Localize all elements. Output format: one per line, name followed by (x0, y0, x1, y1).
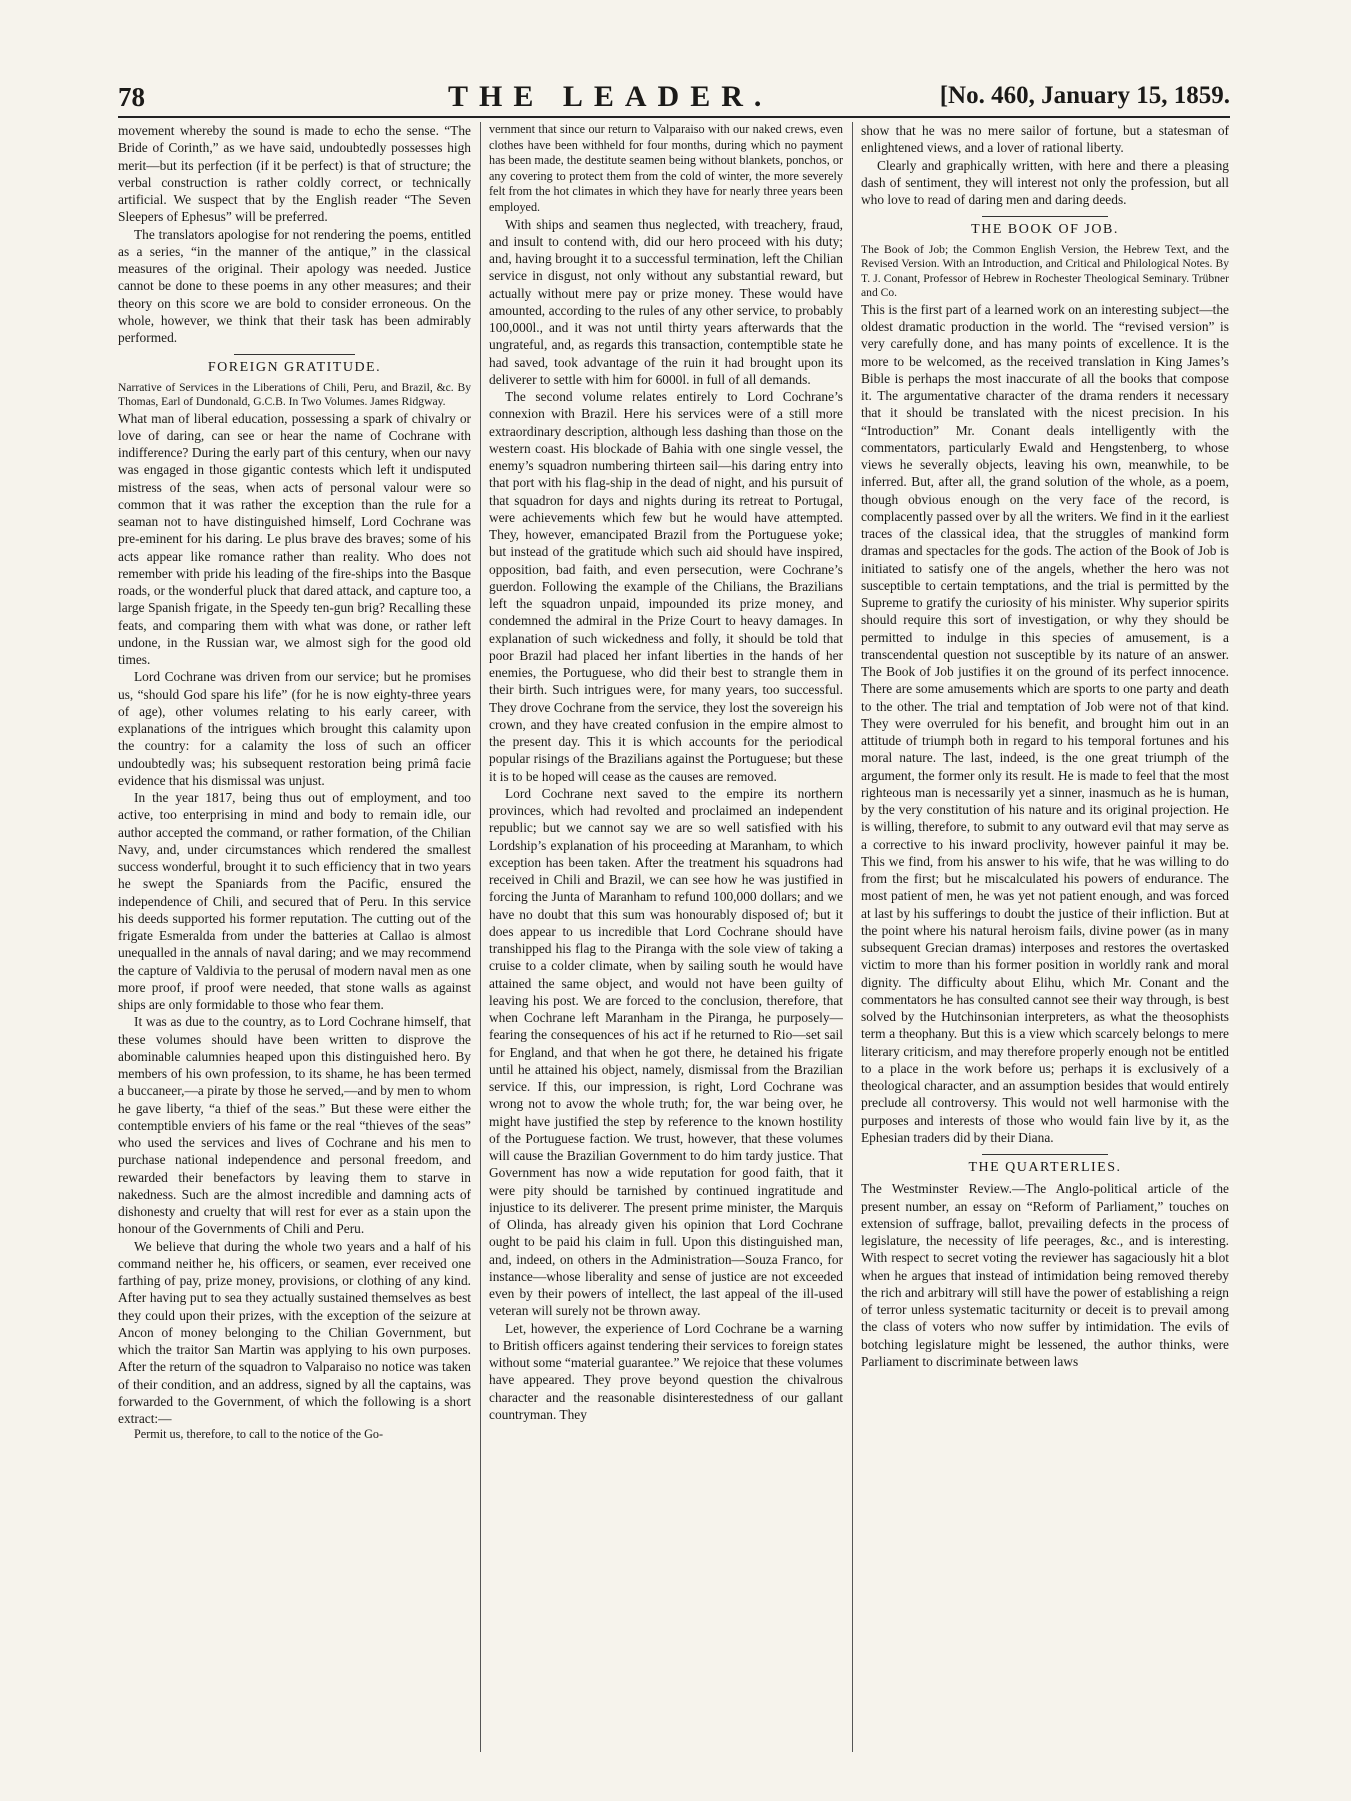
book-citation: Narrative of Services in the Liberations of Chili, Peru, and Brazil, &c. By Thomas, Earl of Dundonald, G.C.B. In Two Volumes. James Ridgway. (118, 380, 471, 409)
paragraph: The Westminster Review.—The Anglo-political article of the present number, an essay on “Reform of Parliament,” touches on extension of suffrage, ballot, prevailing defects in the process of legislature, the necessity of life peerages, &c., and is interesting. With respect to secret voting the reviewer has sagaciously hit a blot when he argues that instead of intimidation being removed thereby the rich and arbitrary will still have the power of establishing a reign of terror unless systematic taciturnity or deceit is to prevail among the class of voters who now suffer by intimidation. The evils of botching legislature might be lessened, the author thinks, were Parliament to discriminate between laws (861, 1181, 1229, 1369)
issue-date: [No. 460, January 15, 1859. (939, 82, 1230, 109)
paragraph: The translators apologise for not rendering the poems, entitled as a series, “in the manner of the antique,” in the classical measures of the original. Their apology was needed. Justice cannot be done to these poems in any other measures; and their theory on this score we are bold to consider erroneous. On the whole, however, we think that their task has been admirably performed. (118, 226, 471, 345)
paragraph: Lord Cochrane was driven from our service; but he promises us, “should God spare his life” (for he is now eighty-three years of age), other volumes relating to his early career, with explanations of the intrigues which brought this calamity upon the country: for a calamity the loss of such an officer undoubtedly was; his subsequent restoration being primâ facie evidence that his dismissal was unjust. (118, 669, 471, 788)
section-rule (234, 354, 354, 355)
paragraph: It was as due to the country, as to Lord Cochrane himself, that these volumes should have been written to disprove the abominable calumnies heaped upon this distinguished hero. By members of his own profession, to its shame, he has been termed a buccaneer,—a pirate by those he served,—and by men to whom he gave liberty, “a thief of the seas.” But these were either the contemptible enviers of his fame or the real “thieves of the seas” who used the services and lives of Cochrane and his men to purchase national independence and personal freedom, and rewarded their benefactors by leaving them to starve in nakedness. Such are the almost incredible and damning acts of dishonesty and cruelty that will rest for ever as a stain upon the honour of the Governments of Chili and Peru. (118, 1014, 471, 1237)
column-divider (852, 122, 853, 1752)
paragraph: With ships and seamen thus neglected, with treachery, fraud, and insult to contend with, did our hero proceed with his duty; and, having brought it to a successful termination, left the Chilian service in disgust, not only without any substantial reward, but actually without mere pay or prize money. These would have amounted, according to the rules of any other service, to probably 100,000l., and it was not until thirty years afterwards that the ungrateful, and, as regards this transaction, contemptible state he had saved, took advantage of the ruin it had brought upon its deliverer to settle with him for 6000l. in full of all demands. (489, 216, 843, 387)
paragraph: This is the first part of a learned work on an interesting subject—the oldest dramatic production in the world. The “revised version” is very carefully done, and has many points of excellence. It is the more to be welcomed, as the received translation in King James’s Bible is perhaps the most inaccurate of all the books that compose it. The argumentative character of the drama renders it necessary that it should be translated with the nicest precision. In his “Introduction” Mr. Conant deals intelligently with the commentators, particularly Ewald and Hengstenberg, to whose views he severally objects, leaving his own, meanwhile, to be inferred. But, after all, the grand solution of the whole, as a poem, though obvious enough on the very face of the record, is complacently passed over by all the writers. We find in it the earliest traces of the classical idea, that the struggles of mankind form dramas and spectacles for the gods. The action of the Book of Job is initiated to satisfy one of the angels, whether the hero was not susceptible to certain temptations, and the trial is permitted by the Supreme to gratify the curiosity of his minister. Why superior spirits should require this sort of investigation, or why they should be permitted to indulge in this species of amusement, is a transcendental question not susceptible by its nature of an answer. The Book of Job justifies it on the ground of its perfect innocence. There are some amusements which are sports to one party and death to the other. The trial and temptation of Job were not of that kind. They were overruled for his benefit, and brought him out in an attitude of triumph both in regard to his temporal fortunes and his moral nature. The last, indeed, is the one great triumph of the argument, the former only its result. He is made to feel that the most righteous man is necessarily yet a sinner, inasmuch as he is human, by the very constitution of his nature and its original projection. He is willing, therefore, to submit to any outward evil that may serve as a corrective to his inward proclivity, however painful it may be. This we find, from his answer to his wife, that he was willing to do from the first; but he miscalculated his powers of endurance. The most patient of men, he was yet not patient enough, and was forced at last by his sufferings to doubt the justice of their infliction. But at the point where his natural heroism fails, divine power (as in many subsequent Grecian dramas) interposes and restores the overtasked victim to more than his former position in worldly rank and moral dignity. The difficulty about Elihu, which Mr. Conant and the commentators he has consulted cannot see their way through, is best solved by the Hutchinsonian interpreters, as what the theosophists term a theophany. But this is a view which scarcely belongs to mere literary criticism, and may therefore properly enough not be entitled to a place in the work before us; perhaps it is exclusively of a theological character, and an assumption besides that would entirely preclude all controversy. This would not well harmonise with the purposes and interests of those who would fain live by it, as the Ephesian traders did by their Diana. (861, 301, 1229, 1145)
paragraph: In the year 1817, being thus out of employment, and too active, too enterprising in mind and body to remain idle, our author accepted the command, or rather formation, of the Chilian Navy, and, under circumstances which rendered the smallest success wonderful, brought it to such efficiency that in two years he swept the Spaniards from the Pacific, ensured the independence of Chili, and secured that of Peru. In this service his deeds supported his former reputation. The cutting out of the frigate Esmeralda from under the batteries at Callao is almost unequalled in the annals of naval daring; and we may recommend the capture of Valdivia to the perusal of modern naval men as one more proof, if proof were needed, that stone walls as against ships are only formidable to those who fear them. (118, 790, 471, 1013)
article-heading: FOREIGN GRATITUDE. (207, 360, 382, 376)
paragraph: Lord Cochrane next saved to the empire its northern provinces, which had revolted and proclaimed an independent republic; but we cannot say we are so well satisfied with his Lordship’s explanation of his proceeding at Maranham, to which exception has been taken. After the treatment his squadrons had received in Chili and Brazil, we can see how he was justified in forcing the Junta of Maranham to refund 100,000 dollars; and we have no doubt that this sum was honourably disposed of; but it does appear to us incredible that Lord Cochrane should have transhipped his flag to the Piranga with the sole view of taking a cruise to a colder climate, when by sailing south he would have attained the same object, and would not have been guilty of leaving his post. We are forced to the conclusion, therefore, that when Cochrane left Maranham in the Piranga, he purposely—fearing the consequences of his act if he returned to Rio—set sail for England, and that when he got there, he detained his frigate until he attained his object, namely, dismissal from the Brazilian service. If this, our impression, is right, Lord Cochrane was wrong not to avow the whole truth; for, the war being over, he might have justified the step by reference to the known hostility of the Portuguese faction. We trust, however, that these volumes will cause the Brazilian Government to do him tardy justice. That Government has now a wide reputation for good faith, that it were pity should be tarnished by continued ingratitude and injustice to its deliverer. The present prime minister, the Marquis of Olinda, has already given his opinion that Lord Cochrane ought to be paid his claim in full. Upon this distinguished man, and, indeed, on others in the Administration—Souza Franco, for instance—whose liberality and sense of justice are not exceeded even by their powers of intellect, the last appeal of the ill-used veteran will surely not be thrown away. (489, 785, 843, 1319)
masthead (118, 80, 1230, 114)
paragraph: The second volume relates entirely to Lord Cochrane’s connexion with Brazil. Here his services were of a still more extraordinary description, although less dashing than those on the western coast. His blockade of Bahia with one single vessel, the enemy’s squadron numbering thirteen sail—his daring entry into that port with his flag-ship in the dead of night, and his pursuit of that squadron for days and nights during its retreat to Portugal, were achievements which few but he would have attempted. They, however, emancipated Brazil from the Portuguese yoke; but instead of the gratitude which such aid should have inspired, opposition, bad faith, and even persecution, were Cochrane’s guerdon. Following the example of the Chilians, the Brazilians left the squadron unpaid, impounded its prize money, and condemned the admiral in the Prize Court to heavy damages. In explanation of such wickedness and folly, it should be told that poor Brazil had placed her infant liberties in the hands of her enemies, the Portuguese, who did their best to strangle them in their birth. Such intrigues were, for many years, too successful. They drove Cochrane from the service, they lost the sovereign his crown, and they have created confusion in the empire almost to the present day. This it is which accounts for the periodical popular risings of the Brazilians against the Portuguese; but these it is to be hoped will cease as the causes are removed. (489, 389, 843, 784)
section-rule (982, 1154, 1107, 1155)
quoted-extract: vernment that since our return to Valparaiso with our naked crews, even clothes have been withheld for four months, during which no payment has been made, the destitute seamen being without blankets, ponchos, or any covering to protect them from the cold of winter, the more severely felt from the hot climates in which they have for nearly three years been employed. (489, 122, 843, 214)
paragraph: We believe that during the whole two years and a half of his command neither he, his officers, or seamen, ever received one farthing of pay, prize money, provisions, or clothing of any kind. After having put to sea they actually sustained themselves as best they could upon their prizes, with the exception of the seizure at Ancon of money belonging to the Chilian Government, but which the traitor San Martin was applying to his own purposes. After the return of the squadron to Valparaiso no notice was taken of their condition, and an address, signed by all the captains, was forwarded to the Government, of which the following is a short extract:— (118, 1238, 471, 1427)
newspaper-title: THE LEADER. (448, 80, 773, 113)
column-2 (489, 122, 843, 1754)
header-rule (118, 116, 1230, 118)
section-rule (982, 216, 1107, 217)
quoted-extract: Permit us, therefore, to call to the notice of the Go- (134, 1427, 384, 1442)
article-heading: THE QUARTERLIES. (968, 1160, 1122, 1176)
paragraph: show that he was no mere sailor of fortune, but a statesman of enlightened views, and a lover of rational liberty. (861, 123, 1229, 156)
paragraph: Let, however, the experience of Lord Cochrane be a warning to British officers against tendering their services to foreign states without some “material guarantee.” We rejoice that these volumes have appeared. They prove beyond question the chivalrous character and the reasonable disinterestedness of our gallant countryman. They (489, 1320, 843, 1422)
page-number: 78 (118, 82, 145, 112)
paragraph: Clearly and graphically written, with here and there a pleasing dash of sentiment, they will interest not only the profession, but all who love to read of daring men and daring deeds. (861, 157, 1229, 207)
article-heading: THE BOOK OF JOB. (971, 222, 1119, 238)
book-citation: The Book of Job; the Common English Version, the Hebrew Text, and the Revised Version. With an Introduction, and Critical and Philological Notes. By T. J. Conant, Professor of Hebrew in Rochester Theological Seminary. Trübner and Co. (861, 242, 1229, 300)
column-1 (118, 122, 471, 1754)
column-3 (861, 122, 1229, 1754)
paragraph: What man of liberal education, possessing a spark of chivalry or love of daring, can see or hear the name of Cochrane with indifference? During the early part of this century, when our navy was engaged in those gigantic contests which left it undisputed mistress of the seas, when acts of personal valour were so common that it was rather the exception than the rule for a seaman not to have distinguished himself, Lord Cochrane was pre-eminent for his daring. Le plus brave des braves; some of his acts appear like romance rather than reality. Who does not remember with pride his leading of the fire-ships into the Basque roads, or the wonderful pluck that dared attack, and capture too, a large Spanish frigate, in the Speedy ten-gun brig? Recalling these feats, and comparing them with what was done, or rather left undone, in the Russian war, we almost sigh for the good old times. (118, 410, 471, 668)
column-divider (480, 122, 481, 1752)
paragraph: movement whereby the sound is made to echo the sense. “The Bride of Corinth,” as we have said, undoubtedly possesses high merit—but its perfection (if it be perfect) is that of structure; the verbal construction is rather coldly correct, or technically artificial. We suspect that by the English reader “The Seven Sleepers of Ephesus” will be preferred. (118, 123, 471, 225)
